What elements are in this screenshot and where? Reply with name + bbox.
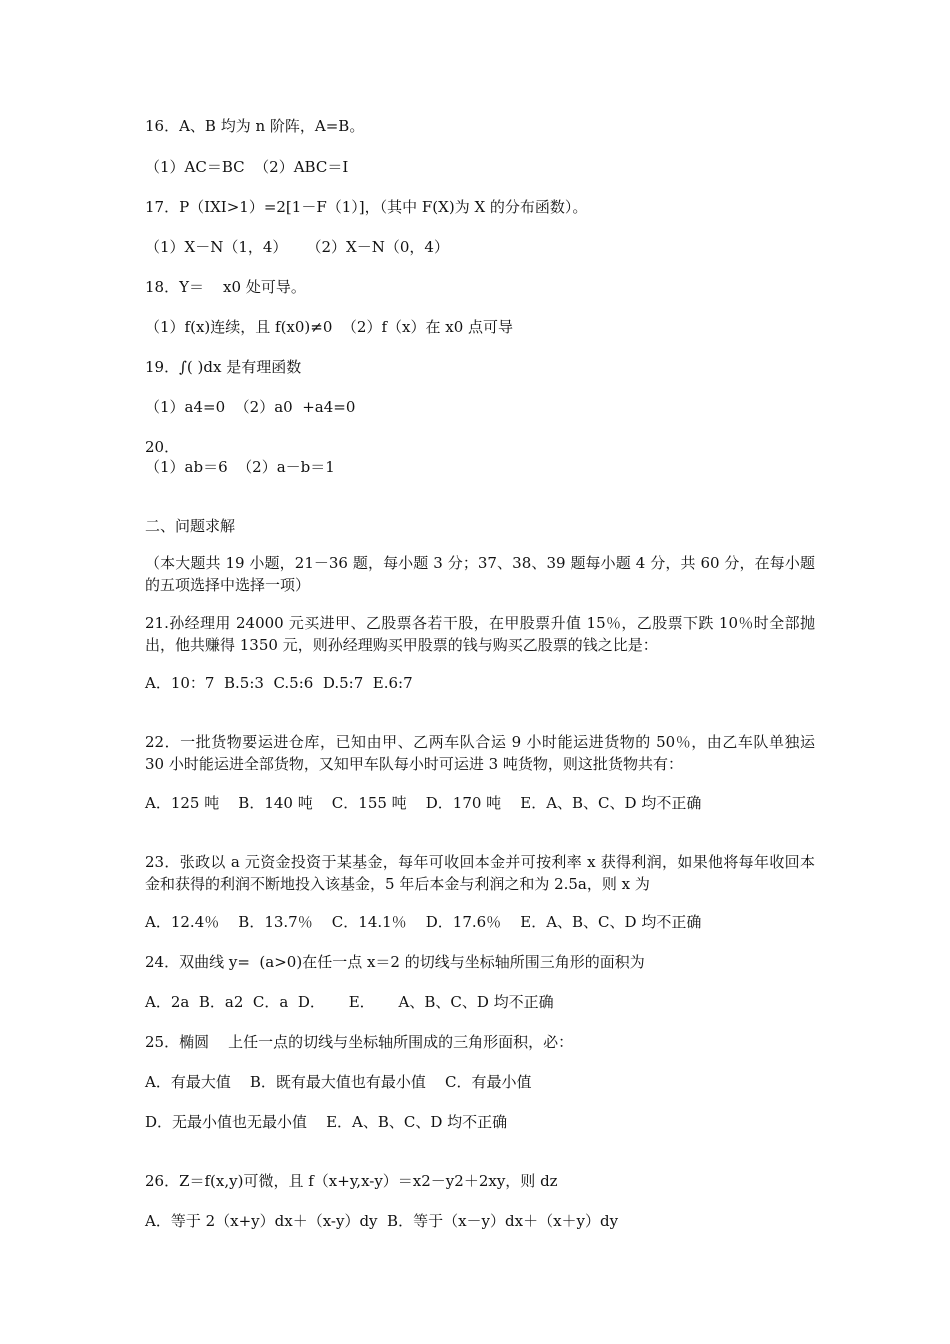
q22-options: A．125 吨 B．140 吨 C．155 吨 D．170 吨 E．A、B、C、D 均不正确: [145, 794, 702, 812]
q19-conditions: （1）a4=0 （2）a0 +a4=0: [145, 398, 356, 416]
q16-conditions: （1）AC＝BC （2）ABC＝I: [145, 158, 349, 176]
q17-stem: 17．P（IXI>1）=2[1－F（1）]，（其中 F(X)为 X 的分布函数）。: [145, 198, 588, 216]
q25-options-line2: D．无最小值也无最小值 E．A、B、C、D 均不正确: [145, 1113, 508, 1131]
q26-options: A．等于 2（x+y）dx＋（x-y）dy B．等于（x－y）dx＋（x＋y）dy: [145, 1212, 619, 1230]
q26-stem: 26．Z＝f(x,y)可微，且 f（x+y,x-y）＝x2－y2＋2xy，则 dz: [145, 1172, 558, 1190]
section-instructions: （本大题共 19 小题，21－36 题，每小题 3 分；37、38、39 题每小题 4 分，共 60 分，在每小题的五项选择中选择一项）: [145, 554, 815, 594]
q21-stem: 21.孙经理用 24000 元买进甲、乙股票各若干股，在甲股票升值 15％，乙股票下跌 10％时全部抛出，他共赚得 1350 元，则孙经理购买甲股票的钱与购买乙股票的钱之比是：: [145, 614, 815, 654]
q24-options: A．2a B．a2 C．a D． E． A、B、C、D 均不正确: [145, 993, 554, 1011]
q25-stem: 25．椭圆 上任一点的切线与坐标轴所围成的三角形面积，必：: [145, 1033, 574, 1051]
q18-stem: 18．Y＝ x0 处可导。: [145, 278, 306, 296]
q17-conditions: （1）X－N（1，4） （2）X－N（0，4）: [145, 238, 449, 256]
q20-conditions: （1）ab＝6 （2）a－b＝1: [145, 458, 335, 476]
q18-conditions: （1）f(x)连续，且 f(x0)≠0 （2）f（x）在 x0 点可导: [145, 318, 514, 336]
q24-stem: 24．双曲线 y= (a>0)在任一点 x＝2 的切线与坐标轴所围三角形的面积为: [145, 953, 645, 971]
q22-stem: 22．一批货物要运进仓库，已知由甲、乙两车队合运 9 小时能运进货物的 50％，由乙车队单独运 30 小时能运进全部货物，又知甲车队每小时可运进 3 吨货物，则这批货物共有：: [145, 733, 815, 773]
section-title: 二、问题求解: [145, 517, 236, 535]
q21-options: A．10：7 B.5:3 C.5:6 D.5:7 E.6:7: [145, 674, 413, 692]
q25-options-line1: A．有最大值 B．既有最大值也有最小值 C．有最小值: [145, 1073, 532, 1091]
q23-options: A．12.4％ B．13.7％ C．14.1％ D．17.6％ E．A、B、C、D 均不正确: [145, 913, 702, 931]
q16-stem: 16．A、B 均为 n 阶阵，A=B。: [145, 117, 365, 135]
q19-stem: 19．∫( )dx 是有理函数: [145, 358, 302, 376]
q23-stem: 23．张政以 a 元资金投资于某基金，每年可收回本金并可按利率 x 获得利润，如果他将每年收回本金和获得的利润不断地投入该基金，5 年后本金与利润之和为 2.5a，则 x 为: [145, 853, 815, 893]
q20-stem: 20．: [145, 438, 180, 456]
